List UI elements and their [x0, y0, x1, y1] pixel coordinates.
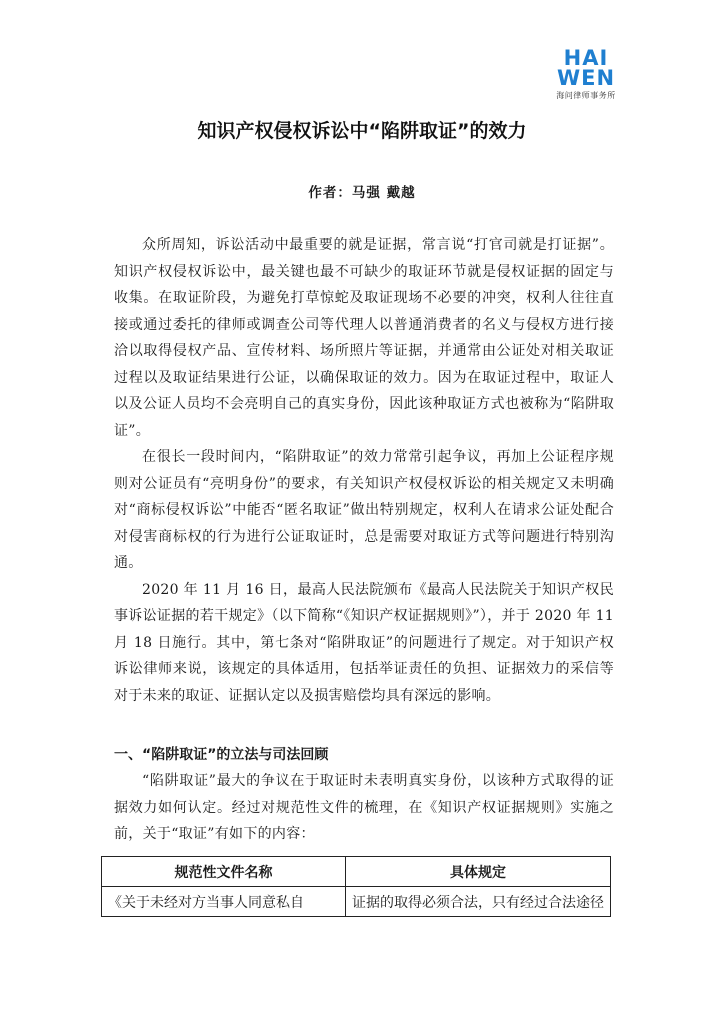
- logo-line-1: HAI: [563, 46, 609, 70]
- table-header-name: 规范性文件名称: [102, 857, 346, 887]
- haiwen-logo: [556, 48, 616, 101]
- paragraph-3: 2020 年 11 月 16 日，最高人民法院颁布《最高人民法院关于知识产权民事诉讼证据的若干规定》（以下简称“《知识产权证据规则》”），并于 2020 年 11 月 18 日施行。其中，第七条对“陷阱取证”的问题进行了规定。对于知识产权诉讼律师来说，该规定的具体适用，包括举证责任的负担、证据效力的采信等对于未来的取证、证据认定以及损害赔偿均具有深远的影响。: [114, 581, 614, 704]
- table-header-row: [102, 857, 611, 887]
- logo-line-2: WEN: [556, 66, 616, 90]
- paragraph-1: 众所周知，诉讼活动中最重要的就是证据，常言说“打官司就是打证据”。知识产权侵权诉讼中，最关键也最不可缺少的取证环节就是侵权证据的固定与收集。在取证阶段，为避免打草惊蛇及取证现场不必要的冲突，权利人往往直接或通过委托的律师或调查公司等代理人以普通消费者的名义与侵权方进行接洽以取得侵权产品、宣传材料、场所照片等证据，并通常由公证处对相关取证过程以及取证结果进行公证，以确保取证的效力。因为在取证过程中，取证人以及公证人员均不会亮明自己的真实身份，因此该种取证方式也被称为“陷阱取证”。: [114, 237, 614, 439]
- section-1-paragraph: “陷阱取证”最大的争议在于取证时未表明真实身份，以该种方式取得的证据效力如何认定。经过对规范性文件的梳理，在《知识产权证据规则》实施之前，关于“取证”有如下的内容：: [114, 773, 614, 842]
- article-title: 知识产权侵权诉讼中“陷阱取证”的效力: [197, 120, 527, 142]
- article-author: 作者：马强 戴越: [308, 185, 416, 201]
- article-body: [114, 232, 614, 848]
- section-1-heading: 一、“陷阱取证”的立法与司法回顾: [114, 747, 329, 763]
- regulations-table: [101, 856, 611, 917]
- paragraph-2: 在很长一段时间内，“陷阱取证”的效力常常引起争议，再加上公证程序规则对公证员有“亮明身份”的要求，有关知识产权侵权诉讼的相关规定又未明确对“商标侵权诉讼”中能否“匿名取证”做出特别规定，权利人在请求公证处配合对侵害商标权的行为进行公证取证时，总是需要对取证方式等问题进行特别沟通。: [114, 449, 614, 571]
- logo-subtitle: 海问律师事务所: [556, 91, 616, 100]
- table-header-provision: 具体规定: [346, 857, 611, 887]
- table-row: [102, 887, 611, 917]
- table-cell-provision: 证据的取得必须合法，只有经过合法途径: [346, 887, 611, 917]
- table-cell-name: 《关于未经对方当事人同意私自: [102, 887, 346, 917]
